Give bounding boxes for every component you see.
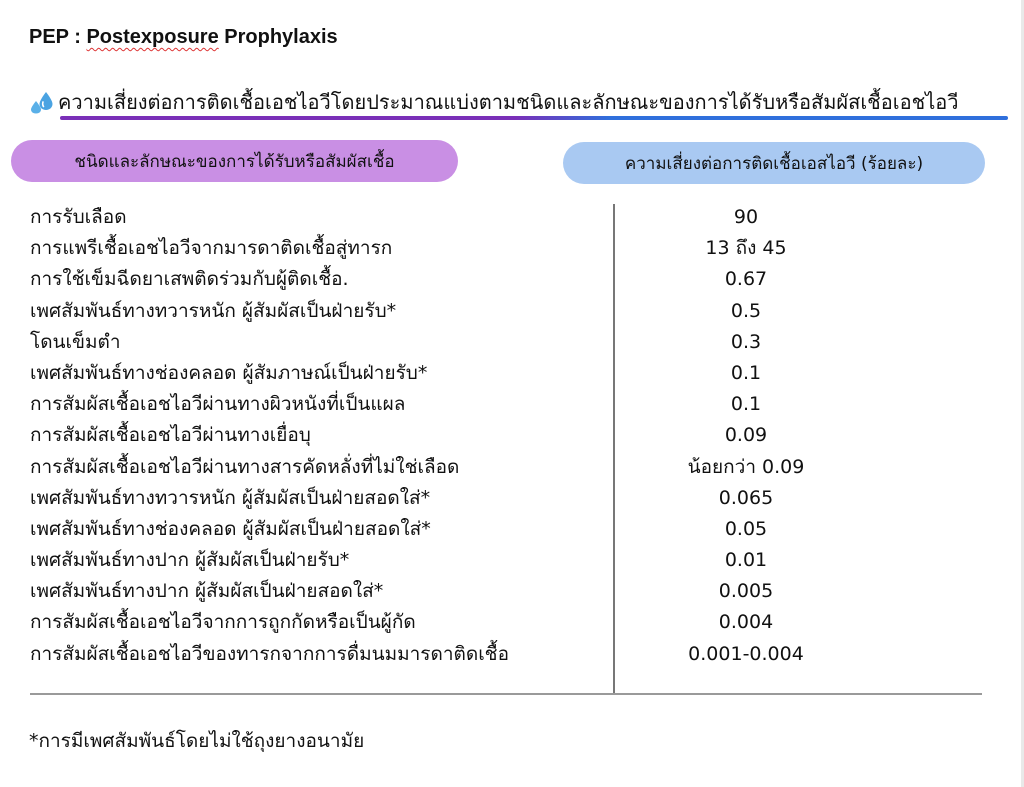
row-value: 0.3 bbox=[730, 330, 762, 353]
table-row bbox=[0, 420, 1024, 451]
row-label: เพศสัมพันธ์ทางทวารหนัก ผู้สัมผัสเป็นฝ่ายรับ* bbox=[30, 299, 397, 322]
row-label: เพศสัมพันธ์ทางช่องคลอด ผู้สัมผัสเป็นฝ่ายสอดใส่* bbox=[30, 517, 431, 540]
row-value: 0.1 bbox=[730, 393, 762, 416]
row-label: การสัมผัสเชื้อเอชไอวีของทารกจากการดื่มนมมารดาติดเชื้อ bbox=[30, 642, 509, 665]
row-value: 0.09 bbox=[724, 424, 768, 447]
title-term: Postexposure bbox=[86, 26, 219, 48]
column-header-risk-label: ความเสี่ยงต่อการติดเชื้อเอสไอวี (ร้อยละ) bbox=[624, 153, 924, 174]
table-row bbox=[0, 264, 1024, 295]
table-row bbox=[0, 327, 1024, 358]
row-value: 0.065 bbox=[718, 486, 774, 509]
row-value: น้อยกว่า 0.09 bbox=[687, 455, 805, 478]
row-value: 0.5 bbox=[730, 299, 762, 322]
table-row bbox=[0, 607, 1024, 638]
row-label: การสัมผัสเชื้อเอชไอวีผ่านทางผิวหนังที่เป็นแผล bbox=[30, 393, 406, 416]
table-row bbox=[0, 389, 1024, 420]
row-label: การสัมผัสเชื้อเอชไอวีผ่านทางเยื่อบุ bbox=[30, 424, 311, 447]
row-value: 13 ถึง 45 bbox=[705, 237, 787, 260]
row-label: การสัมผัสเชื้อเอชไอวีผ่านทางสารคัดหลั่งที่ไม่ใช่เลือด bbox=[30, 455, 460, 478]
row-label: เพศสัมพันธ์ทางช่องคลอด ผู้สัมภาษณ์เป็นฝ่ายรับ* bbox=[30, 361, 428, 384]
title-suffix: Prophylaxis bbox=[218, 26, 338, 48]
row-label: โดนเข็มตำ bbox=[30, 330, 121, 353]
table-row bbox=[0, 296, 1024, 327]
title-prefix: PEP : bbox=[29, 26, 87, 48]
row-label: การรับเลือด bbox=[30, 206, 127, 228]
table-row bbox=[0, 358, 1024, 389]
table-row bbox=[0, 639, 1024, 670]
row-value: 0.01 bbox=[724, 549, 768, 572]
table-row bbox=[0, 514, 1024, 545]
row-value: 0.005 bbox=[718, 580, 774, 603]
row-label: เพศสัมพันธ์ทางทวารหนัก ผู้สัมผัสเป็นฝ่ายสอดใส่* bbox=[30, 486, 431, 509]
row-label: การสัมผัสเชื้อเอชไอวีจากการถูกกัดหรือเป็นผู้กัด bbox=[30, 611, 416, 634]
row-value: 0.05 bbox=[724, 517, 768, 540]
heading-underline bbox=[60, 116, 1008, 120]
section-heading-text: ความเสี่ยงต่อการติดเชื้อเอชไอวีโดยประมาณแบ่งตามชนิดและลักษณะของการได้รับหรือสัมผัสเชื้อเอชไอวี bbox=[58, 90, 959, 114]
row-value: 90 bbox=[733, 206, 759, 228]
row-value: 0.67 bbox=[724, 268, 768, 291]
table-row bbox=[0, 545, 1024, 576]
row-label: การแพรีเชื้อเอชไอวีจากมารดาติดเชื้อสู่ทารก bbox=[30, 237, 393, 260]
column-header-risk bbox=[563, 142, 985, 184]
table-row bbox=[0, 483, 1024, 514]
row-value: 0.1 bbox=[730, 361, 762, 384]
row-label: เพศสัมพันธ์ทางปาก ผู้สัมผัสเป็นฝ่ายรับ* bbox=[30, 549, 350, 572]
table-row bbox=[0, 576, 1024, 607]
table-row bbox=[0, 452, 1024, 483]
table-row bbox=[0, 202, 1024, 233]
table-row bbox=[0, 233, 1024, 264]
risk-table bbox=[0, 202, 1024, 670]
sweat-droplets-icon bbox=[30, 90, 56, 114]
row-label: การใช้เข็มฉีดยาเสพติดร่วมกับผู้ติดเชื้อ. bbox=[30, 268, 349, 291]
column-header-exposure-type-label: ชนิดและลักษณะของการได้รับหรือสัมผัสเชื้อ bbox=[74, 151, 395, 172]
footnote: *การมีเพศสัมพันธ์โดยไม่ใช้ถุงยางอนามัย bbox=[29, 730, 365, 752]
column-header-exposure-type bbox=[11, 140, 458, 182]
row-label: เพศสัมพันธ์ทางปาก ผู้สัมผัสเป็นฝ่ายสอดใส่* bbox=[30, 580, 384, 603]
page-title bbox=[29, 26, 338, 49]
section-heading bbox=[30, 86, 959, 118]
row-value: 0.001-0.004 bbox=[688, 642, 804, 665]
table-bottom-rule bbox=[30, 693, 982, 695]
row-value: 0.004 bbox=[718, 611, 774, 634]
